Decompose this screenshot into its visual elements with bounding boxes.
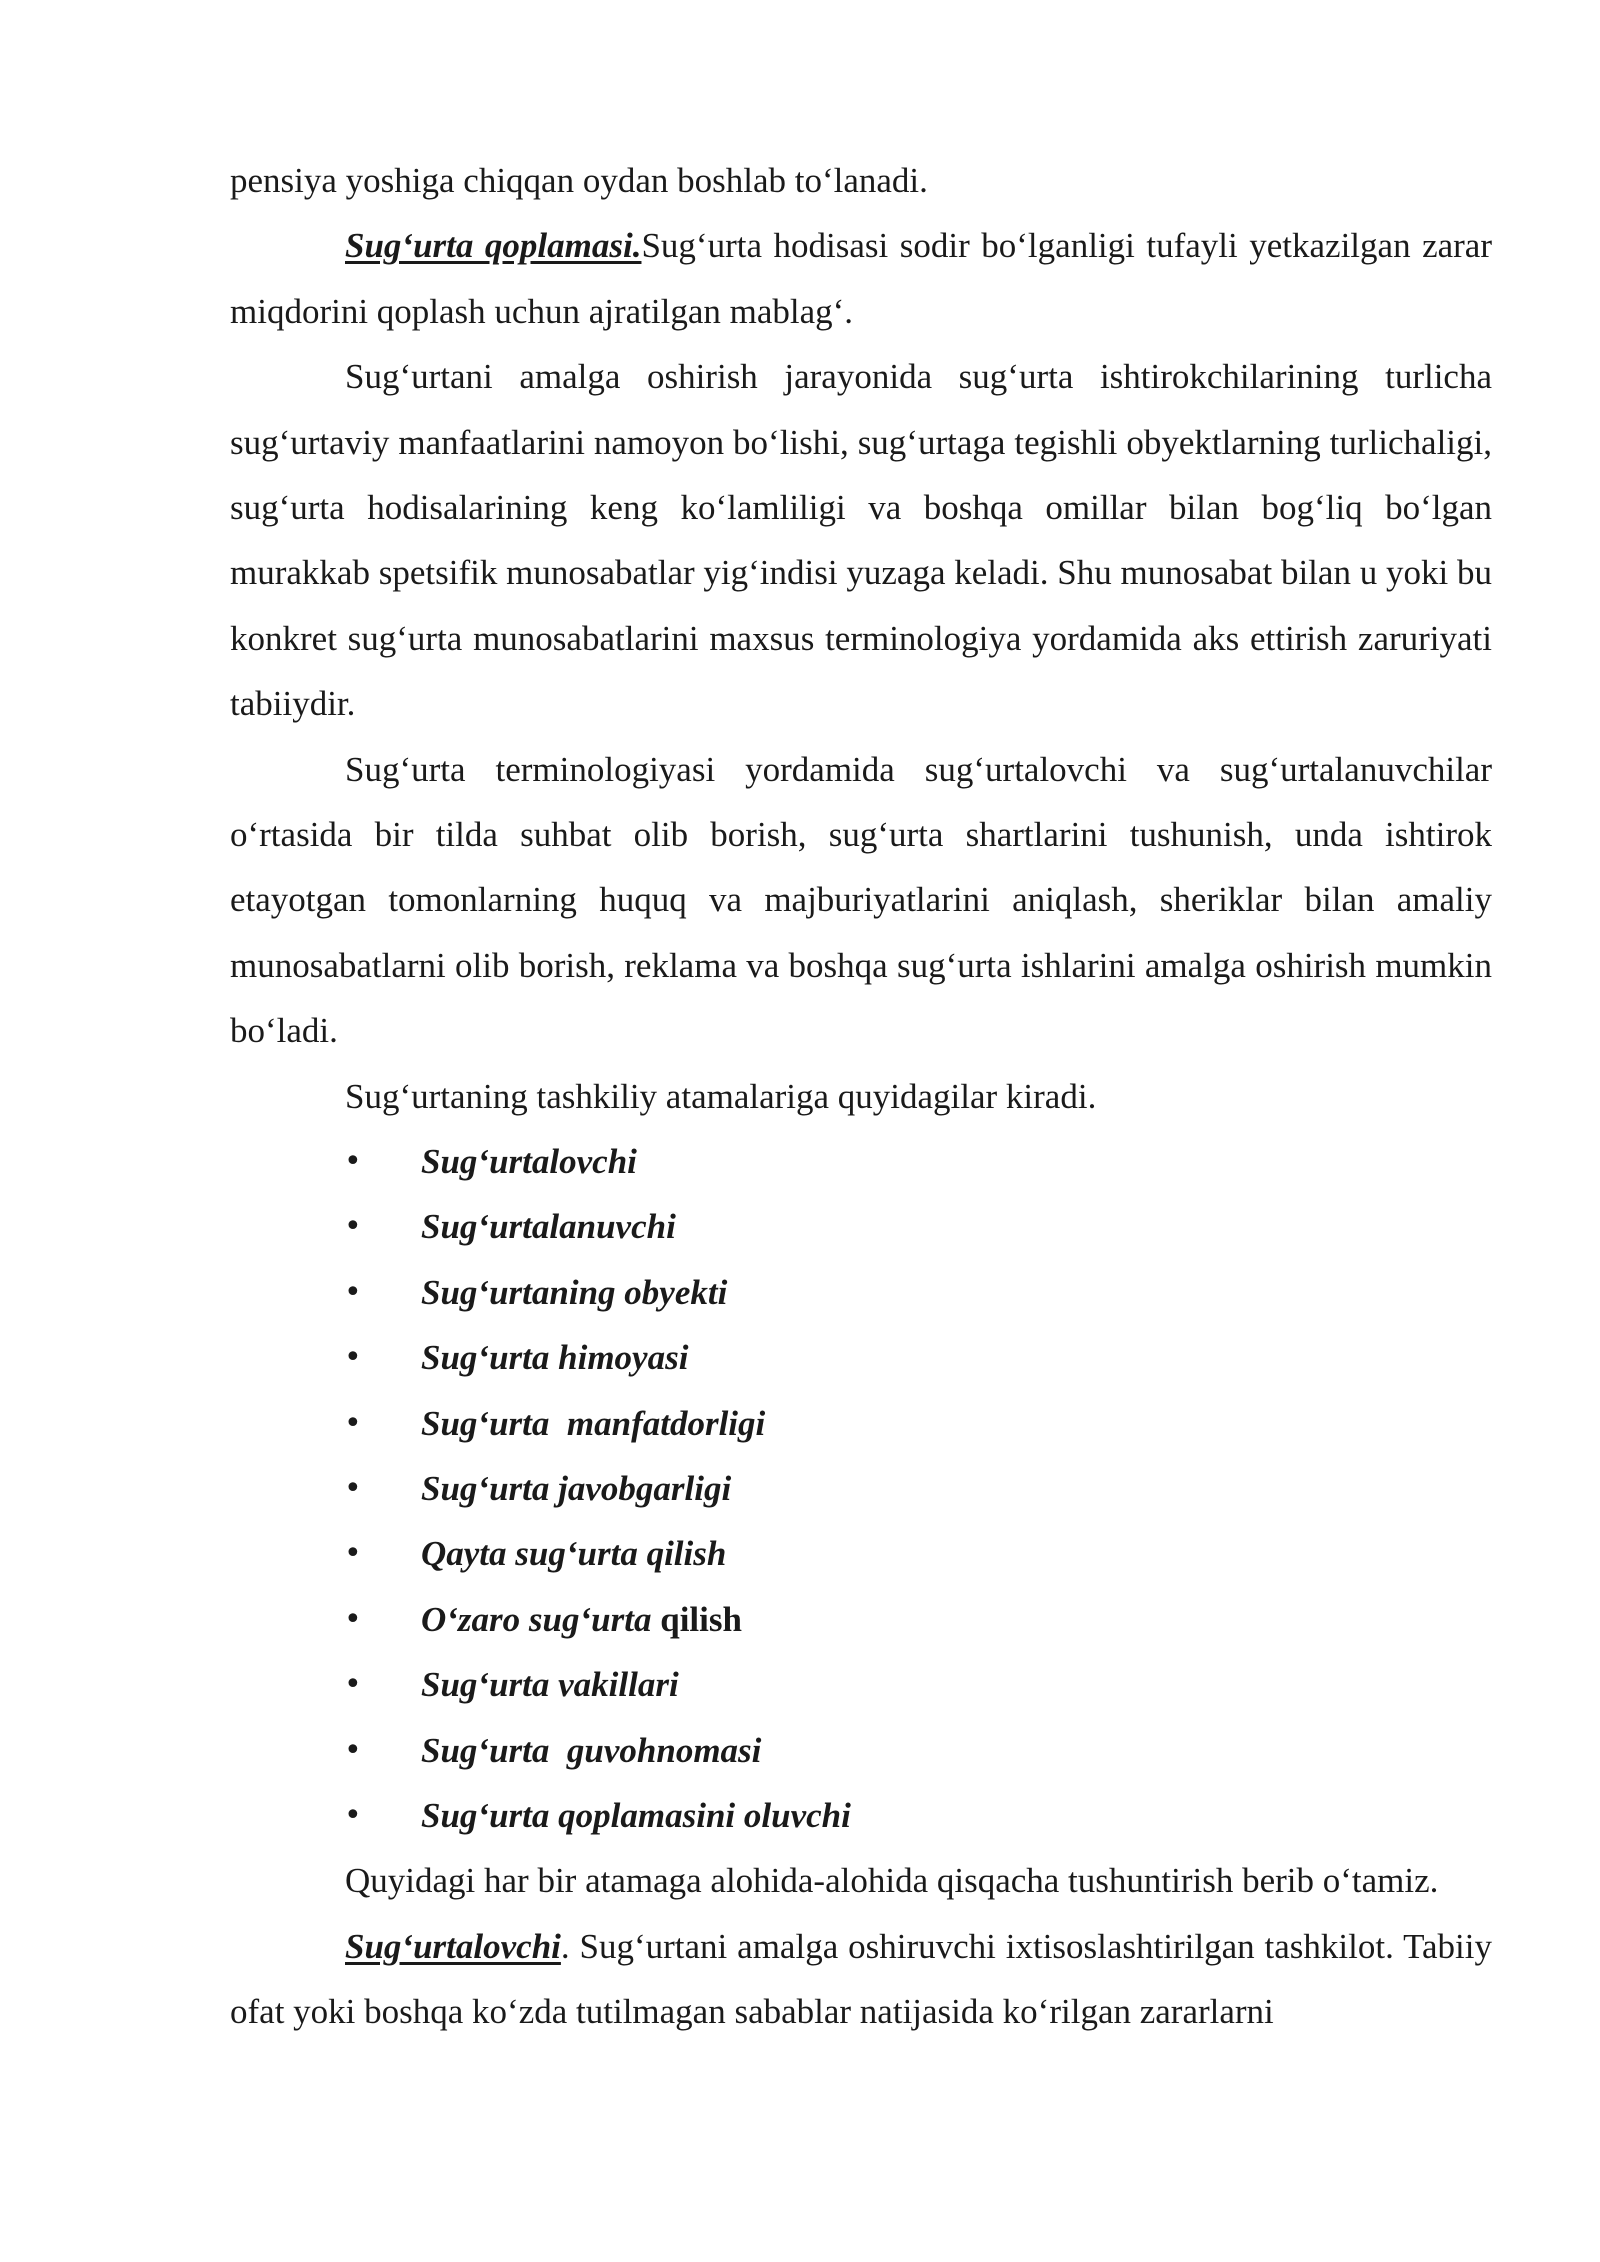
list-item-text: O‘zaro sug‘urta [421,1599,652,1639]
list-item-text: Sug‘urta vakillari [421,1665,679,1705]
bullet-icon: • [344,1340,362,1376]
list-item-text: Qayta sug‘urta qilish [421,1534,727,1574]
list-item [230,1718,1492,1783]
list-item-text: Sug‘urta manfatdorligi [421,1403,766,1443]
paragraph-explanation-lead: Quyidagi har bir atamaga alohida-alohida qisqacha tushuntirish berib o‘tamiz. [345,1861,1439,1901]
bullet-icon: • [344,1471,362,1507]
list-item [230,1260,1492,1325]
paragraph-terminology-intro: Sug‘urtani amalga oshirish jarayonida sug‘urta ishtirokchilarining turlicha sug‘urtaviy manfaatlarini namoyon bo‘lishi, sug‘urtaga tegishli obyektlarning turlichaligi, sug‘urta hodisalarining keng ko‘lamliligi va boshqa omillar bilan bog‘liq bo‘lgan murakkab spetsifik munosabatlar yig‘indisi yuzaga keladi. Shu munosabat bilan u yoki bu konkret sug‘urta munosabatlarini maxsus terminologiya yordamida aks ettirish zaruriyati tabiiydir. [230,357,1492,724]
paragraph-text: . Sug‘urtani amalga oshiruvchi ixtisoslashtirilgan tashkilot. Tabiiy ofat yoki boshqa ko‘zda tutilmagan sabablar natijasida ko‘rilgan zararlarni [230,1926,1492,2032]
terms-list [230,1129,1492,1848]
list-item-text: Sug‘urta javobgarligi [421,1469,732,1509]
list-item [230,1391,1492,1456]
term-heading: Sug‘urta qoplamasi. [345,226,642,266]
list-item-text: Sug‘urta himoyasi [421,1338,689,1378]
list-item-text: Sug‘urtalovchi [421,1142,637,1182]
list-item-text-upright: qilish [651,1599,742,1639]
paragraph-terms-lead: Sug‘urtaning tashkiliy atamalariga quyidagilar kiradi. [345,1076,1097,1116]
list-item-text: Sug‘urta qoplamasini oluvchi [421,1796,851,1835]
list-item [230,1652,1492,1717]
list-item [230,1325,1492,1390]
paragraph-continuation: pensiya yoshiga chiqqan oydan boshlab to‘lanadi. [230,161,928,200]
list-item-text: Sug‘urtalanuvchi [421,1207,676,1247]
bullet-icon: • [344,1536,362,1572]
bullet-icon: • [344,1667,362,1703]
paragraph-terminology-usage: Sug‘urta terminologiyasi yordamida sug‘urtalovchi va sug‘urtalanuvchilar o‘rtasida bir tilda suhbat olib borish, sug‘urta shartlarini tushunish, unda ishtirok etayotgan tomonlarning huquq va majburiyatlarini aniqlash, sheriklar bilan amaliy munosabatlarni olib borish, reklama va boshqa sug‘urta ishlarini amalga oshirish mumkin bo‘ladi. [230,749,1492,1051]
paragraph-text: Sug‘urta hodisasi sodir bo‘lganligi tufayli yetkazilgan zarar miqdorini qoplash uchun ajratilgan mablag‘. [230,226,1492,331]
paragraph-sugurta-qoplamasi [230,213,1492,344]
bullet-icon: • [344,1209,362,1245]
term-heading: Sug‘urtalovchi [345,1926,561,1966]
list-item-text: Sug‘urta guvohnomasi [421,1730,762,1770]
bullet-icon: • [344,1144,362,1180]
list-item [230,1129,1492,1194]
bullet-icon: • [344,1405,362,1441]
list-item-text: Sug‘urtaning obyekti [421,1272,728,1312]
list-item [230,1521,1492,1586]
list-item [230,1783,1492,1848]
list-item [230,1587,1492,1652]
bullet-icon: • [344,1601,362,1637]
document-page [230,148,1492,2045]
list-item [230,1194,1492,1259]
bullet-icon: • [344,1798,362,1833]
paragraph-sugurtalovchi [230,1914,1492,2045]
list-item [230,1456,1492,1521]
bullet-icon: • [344,1732,362,1768]
bullet-icon: • [344,1274,362,1310]
